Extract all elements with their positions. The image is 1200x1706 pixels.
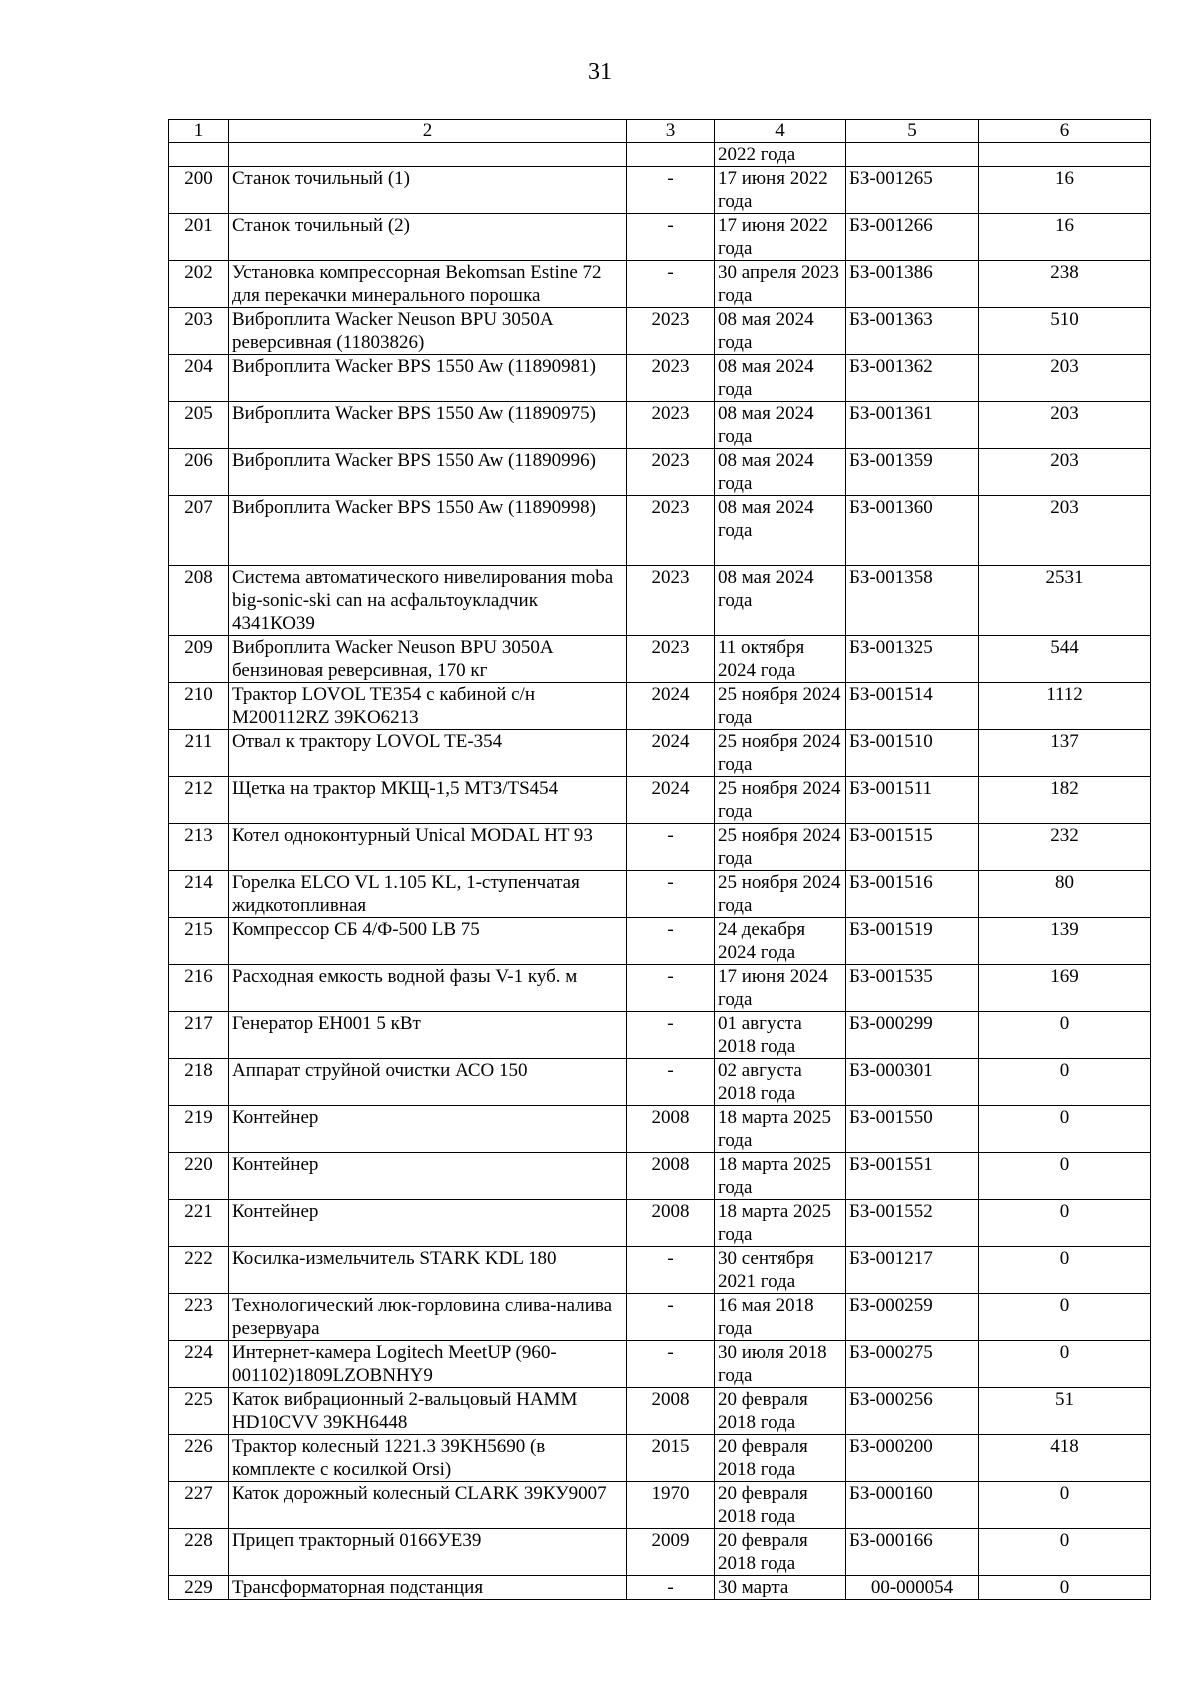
cell-num: 201	[169, 214, 229, 261]
cell-value: 0	[979, 1482, 1151, 1529]
cell-date: 20 февраля 2018 года	[715, 1435, 846, 1482]
cell-year: 2008	[627, 1106, 715, 1153]
cell-name: Контейнер	[229, 1200, 627, 1247]
table-row	[169, 871, 1151, 918]
cell-num: 205	[169, 402, 229, 449]
cell-num: 207	[169, 496, 229, 566]
cell-code: БЗ-001514	[846, 683, 979, 730]
table-row	[169, 1200, 1151, 1247]
cell-date: 02 августа 2018 года	[715, 1059, 846, 1106]
cell-code: БЗ-001552	[846, 1200, 979, 1247]
cell-year: -	[627, 261, 715, 308]
cell-code: 00-000054	[846, 1576, 979, 1600]
cell-date: 20 февраля 2018 года	[715, 1388, 846, 1435]
cell-date: 08 мая 2024 года	[715, 496, 846, 566]
continuation-row	[169, 143, 1151, 167]
cell-code: БЗ-001363	[846, 308, 979, 355]
cell-date: 17 июня 2022 года	[715, 214, 846, 261]
cell-num: 206	[169, 449, 229, 496]
cell-year: -	[627, 1059, 715, 1106]
cell-year: 2015	[627, 1435, 715, 1482]
table-row	[169, 1482, 1151, 1529]
cell-date: 30 апреля 2023 года	[715, 261, 846, 308]
cell-value: 182	[979, 777, 1151, 824]
table-row	[169, 167, 1151, 214]
cell-name: Виброплита Wacker Neuson BPU 3050A бензиновая реверсивная, 170 кг	[229, 636, 627, 683]
cell-name: Прицеп тракторный 0166УЕ39	[229, 1529, 627, 1576]
cell-year: -	[627, 214, 715, 261]
cell-value: 0	[979, 1106, 1151, 1153]
cell-year: 2023	[627, 636, 715, 683]
table-row	[169, 730, 1151, 777]
cell-name: Интернет-камера Logitech MeetUP (960-001102)1809LZOBNHY9	[229, 1341, 627, 1388]
cell-name: Отвал к трактору LOVOL TE-354	[229, 730, 627, 777]
cell-name: Станок точильный (1)	[229, 167, 627, 214]
table-row	[169, 1529, 1151, 1576]
cell-name: Станок точильный (2)	[229, 214, 627, 261]
table-body	[169, 120, 1151, 1600]
table-row	[169, 683, 1151, 730]
cell-name: Горелка ELCO VL 1.105 KL, 1-ступенчатая жидкотопливная	[229, 871, 627, 918]
table-row	[169, 1059, 1151, 1106]
cell-year: -	[627, 918, 715, 965]
cell-year: -	[627, 965, 715, 1012]
cell-code: БЗ-000166	[846, 1529, 979, 1576]
cell-code: БЗ-001551	[846, 1153, 979, 1200]
cell-name: Виброплита Wacker BPS 1550 Aw (11890998)	[229, 496, 627, 566]
cell-num: 218	[169, 1059, 229, 1106]
cell-year: 2023	[627, 308, 715, 355]
cell-code: БЗ-001511	[846, 777, 979, 824]
cell-year: -	[627, 1247, 715, 1294]
table-row	[169, 1341, 1151, 1388]
cell-value: 80	[979, 871, 1151, 918]
cell-name: Технологический люк-горловина слива-налива резервуара	[229, 1294, 627, 1341]
cell-date: 30 сентября 2021 года	[715, 1247, 846, 1294]
cell-value: 0	[979, 1059, 1151, 1106]
cell-code	[846, 143, 979, 167]
cell-year: -	[627, 871, 715, 918]
cell-code: БЗ-001516	[846, 871, 979, 918]
cell-name: Щетка на трактор МКЩ-1,5 МТЗ/TS454	[229, 777, 627, 824]
cell-value: 238	[979, 261, 1151, 308]
cell-value: 203	[979, 496, 1151, 566]
cell-num: 222	[169, 1247, 229, 1294]
cell-value	[979, 143, 1151, 167]
cell-value: 0	[979, 1341, 1151, 1388]
cell-num: 229	[169, 1576, 229, 1600]
cell-value: 0	[979, 1200, 1151, 1247]
cell-value: 16	[979, 214, 1151, 261]
cell-year: 2008	[627, 1388, 715, 1435]
cell-name: Виброплита Wacker Neuson BPU 3050A реверсивная (11803826)	[229, 308, 627, 355]
cell-value: 203	[979, 449, 1151, 496]
cell-code: БЗ-000200	[846, 1435, 979, 1482]
cell-num: 208	[169, 566, 229, 636]
table-row	[169, 355, 1151, 402]
cell-value: 16	[979, 167, 1151, 214]
cell-date: 30 марта	[715, 1576, 846, 1600]
table-row	[169, 214, 1151, 261]
cell-name: Виброплита Wacker BPS 1550 Aw (11890981)	[229, 355, 627, 402]
cell-date: 18 марта 2025 года	[715, 1106, 846, 1153]
table-row	[169, 1388, 1151, 1435]
cell-date: 01 августа 2018 года	[715, 1012, 846, 1059]
cell-num: 203	[169, 308, 229, 355]
cell-code: БЗ-001360	[846, 496, 979, 566]
cell-name: Расходная емкость водной фазы V-1 куб. м	[229, 965, 627, 1012]
cell-name: Косилка-измельчитель STARK KDL 180	[229, 1247, 627, 1294]
cell-num: 202	[169, 261, 229, 308]
cell-code: БЗ-001358	[846, 566, 979, 636]
table-row	[169, 824, 1151, 871]
cell-name: Каток дорожный колесный CLARK 39КУ9007	[229, 1482, 627, 1529]
cell-num: 209	[169, 636, 229, 683]
cell-name: Генератор EH001 5 кВт	[229, 1012, 627, 1059]
cell-date: 17 июня 2024 года	[715, 965, 846, 1012]
cell-num: 217	[169, 1012, 229, 1059]
table-row	[169, 965, 1151, 1012]
cell-num: 225	[169, 1388, 229, 1435]
cell-year: 2023	[627, 402, 715, 449]
cell-num: 221	[169, 1200, 229, 1247]
table-row	[169, 1012, 1151, 1059]
cell-year: 2023	[627, 449, 715, 496]
cell-date: 20 февраля 2018 года	[715, 1529, 846, 1576]
cell-value: 0	[979, 1012, 1151, 1059]
cell-date: 30 июля 2018 года	[715, 1341, 846, 1388]
cell-code: БЗ-001519	[846, 918, 979, 965]
table-row	[169, 918, 1151, 965]
cell-value: 510	[979, 308, 1151, 355]
cell-value: 0	[979, 1153, 1151, 1200]
cell-code: БЗ-001265	[846, 167, 979, 214]
table-row	[169, 308, 1151, 355]
cell-date: 16 мая 2018 года	[715, 1294, 846, 1341]
cell-date: 25 ноября 2024 года	[715, 871, 846, 918]
cell-year: -	[627, 824, 715, 871]
cell-year: 1970	[627, 1482, 715, 1529]
cell-code: БЗ-000299	[846, 1012, 979, 1059]
cell-name: Каток вибрационный 2-вальцовый HAMM HD10CVV 39KH6448	[229, 1388, 627, 1435]
table-row	[169, 777, 1151, 824]
cell-date: 17 июня 2022 года	[715, 167, 846, 214]
cell-date: 2022 года	[715, 143, 846, 167]
cell-code: БЗ-001362	[846, 355, 979, 402]
cell-num: 224	[169, 1341, 229, 1388]
cell-code: БЗ-001535	[846, 965, 979, 1012]
cell-date: 25 ноября 2024 года	[715, 730, 846, 777]
cell-value: 232	[979, 824, 1151, 871]
cell-num: 214	[169, 871, 229, 918]
cell-code: БЗ-000160	[846, 1482, 979, 1529]
cell-date: 20 февраля 2018 года	[715, 1482, 846, 1529]
inventory-table-wrapper	[168, 119, 1150, 1600]
column-header: 6	[979, 120, 1151, 143]
cell-code: БЗ-000301	[846, 1059, 979, 1106]
table-row	[169, 566, 1151, 636]
cell-code: БЗ-001359	[846, 449, 979, 496]
cell-name: Котел одноконтурный Unical MODAL HT 93	[229, 824, 627, 871]
cell-date: 08 мая 2024 года	[715, 566, 846, 636]
cell-year: 2023	[627, 355, 715, 402]
cell-name: Контейнер	[229, 1153, 627, 1200]
cell-code: БЗ-001515	[846, 824, 979, 871]
cell-value: 51	[979, 1388, 1151, 1435]
cell-year: -	[627, 1294, 715, 1341]
cell-name: Трансформаторная подстанция	[229, 1576, 627, 1600]
cell-year: 2008	[627, 1153, 715, 1200]
cell-num: 220	[169, 1153, 229, 1200]
table-row	[169, 1247, 1151, 1294]
cell-num: 210	[169, 683, 229, 730]
table-row	[169, 1294, 1151, 1341]
cell-name: Компрессор СБ 4/Ф-500 LB 75	[229, 918, 627, 965]
cell-date: 11 октября 2024 года	[715, 636, 846, 683]
cell-name: Контейнер	[229, 1106, 627, 1153]
cell-name: Трактор LOVOL TE354 с кабиной с/н M200112RZ 39KO6213	[229, 683, 627, 730]
cell-code: БЗ-001217	[846, 1247, 979, 1294]
table-row	[169, 1106, 1151, 1153]
cell-year: -	[627, 1012, 715, 1059]
cell-name: Виброплита Wacker BPS 1550 Aw (11890996)	[229, 449, 627, 496]
cell-date: 24 декабря 2024 года	[715, 918, 846, 965]
cell-name	[229, 143, 627, 167]
cell-date: 08 мая 2024 года	[715, 402, 846, 449]
cell-date: 08 мая 2024 года	[715, 355, 846, 402]
cell-date: 25 ноября 2024 года	[715, 683, 846, 730]
cell-name: Система автоматического нивелирования moba big-sonic-ski can на асфальтоукладчик 4341КО39	[229, 566, 627, 636]
cell-code: БЗ-001361	[846, 402, 979, 449]
inventory-table	[168, 119, 1151, 1600]
cell-year	[627, 143, 715, 167]
cell-year: 2024	[627, 730, 715, 777]
cell-value: 0	[979, 1247, 1151, 1294]
cell-date: 25 ноября 2024 года	[715, 824, 846, 871]
cell-year: -	[627, 1341, 715, 1388]
cell-value: 137	[979, 730, 1151, 777]
cell-value: 0	[979, 1294, 1151, 1341]
cell-date: 18 марта 2025 года	[715, 1153, 846, 1200]
cell-value: 139	[979, 918, 1151, 965]
column-header: 5	[846, 120, 979, 143]
cell-year: 2023	[627, 496, 715, 566]
cell-value: 1112	[979, 683, 1151, 730]
cell-num: 216	[169, 965, 229, 1012]
table-header-row	[169, 120, 1151, 143]
cell-name: Установка компрессорная Bekomsan Estine 72 для перекачки минерального порошка	[229, 261, 627, 308]
cell-date: 25 ноября 2024 года	[715, 777, 846, 824]
cell-code: БЗ-000275	[846, 1341, 979, 1388]
cell-num: 227	[169, 1482, 229, 1529]
cell-num: 226	[169, 1435, 229, 1482]
cell-num: 204	[169, 355, 229, 402]
cell-value: 418	[979, 1435, 1151, 1482]
cell-value: 2531	[979, 566, 1151, 636]
cell-code: БЗ-000256	[846, 1388, 979, 1435]
cell-date: 08 мая 2024 года	[715, 308, 846, 355]
column-header: 3	[627, 120, 715, 143]
cell-num: 219	[169, 1106, 229, 1153]
cell-num	[169, 143, 229, 167]
cell-year: -	[627, 167, 715, 214]
table-row	[169, 1435, 1151, 1482]
cell-year: 2024	[627, 683, 715, 730]
cell-num: 200	[169, 167, 229, 214]
cell-name: Виброплита Wacker BPS 1550 Aw (11890975)	[229, 402, 627, 449]
table-row	[169, 1576, 1151, 1600]
cell-year: -	[627, 1576, 715, 1600]
cell-code: БЗ-001325	[846, 636, 979, 683]
cell-value: 544	[979, 636, 1151, 683]
cell-year: 2023	[627, 566, 715, 636]
cell-num: 213	[169, 824, 229, 871]
cell-value: 169	[979, 965, 1151, 1012]
cell-num: 228	[169, 1529, 229, 1576]
cell-name: Трактор колесный 1221.3 39KH5690 (в комплекте с косилкой Orsi)	[229, 1435, 627, 1482]
table-row	[169, 1153, 1151, 1200]
cell-code: БЗ-001550	[846, 1106, 979, 1153]
cell-name: Аппарат струйной очистки АСО 150	[229, 1059, 627, 1106]
cell-year: 2009	[627, 1529, 715, 1576]
cell-num: 211	[169, 730, 229, 777]
cell-date: 18 марта 2025 года	[715, 1200, 846, 1247]
cell-value: 0	[979, 1576, 1151, 1600]
column-header: 2	[229, 120, 627, 143]
cell-code: БЗ-001266	[846, 214, 979, 261]
cell-code: БЗ-001510	[846, 730, 979, 777]
cell-value: 0	[979, 1529, 1151, 1576]
table-row	[169, 261, 1151, 308]
cell-num: 223	[169, 1294, 229, 1341]
cell-value: 203	[979, 355, 1151, 402]
page-number: 31	[588, 59, 612, 85]
table-row	[169, 636, 1151, 683]
table-row	[169, 496, 1151, 566]
cell-year: 2024	[627, 777, 715, 824]
cell-value: 203	[979, 402, 1151, 449]
table-row	[169, 449, 1151, 496]
table-row	[169, 402, 1151, 449]
column-header: 1	[169, 120, 229, 143]
cell-date: 08 мая 2024 года	[715, 449, 846, 496]
cell-code: БЗ-001386	[846, 261, 979, 308]
cell-num: 212	[169, 777, 229, 824]
cell-year: 2008	[627, 1200, 715, 1247]
column-header: 4	[715, 120, 846, 143]
cell-code: БЗ-000259	[846, 1294, 979, 1341]
cell-num: 215	[169, 918, 229, 965]
